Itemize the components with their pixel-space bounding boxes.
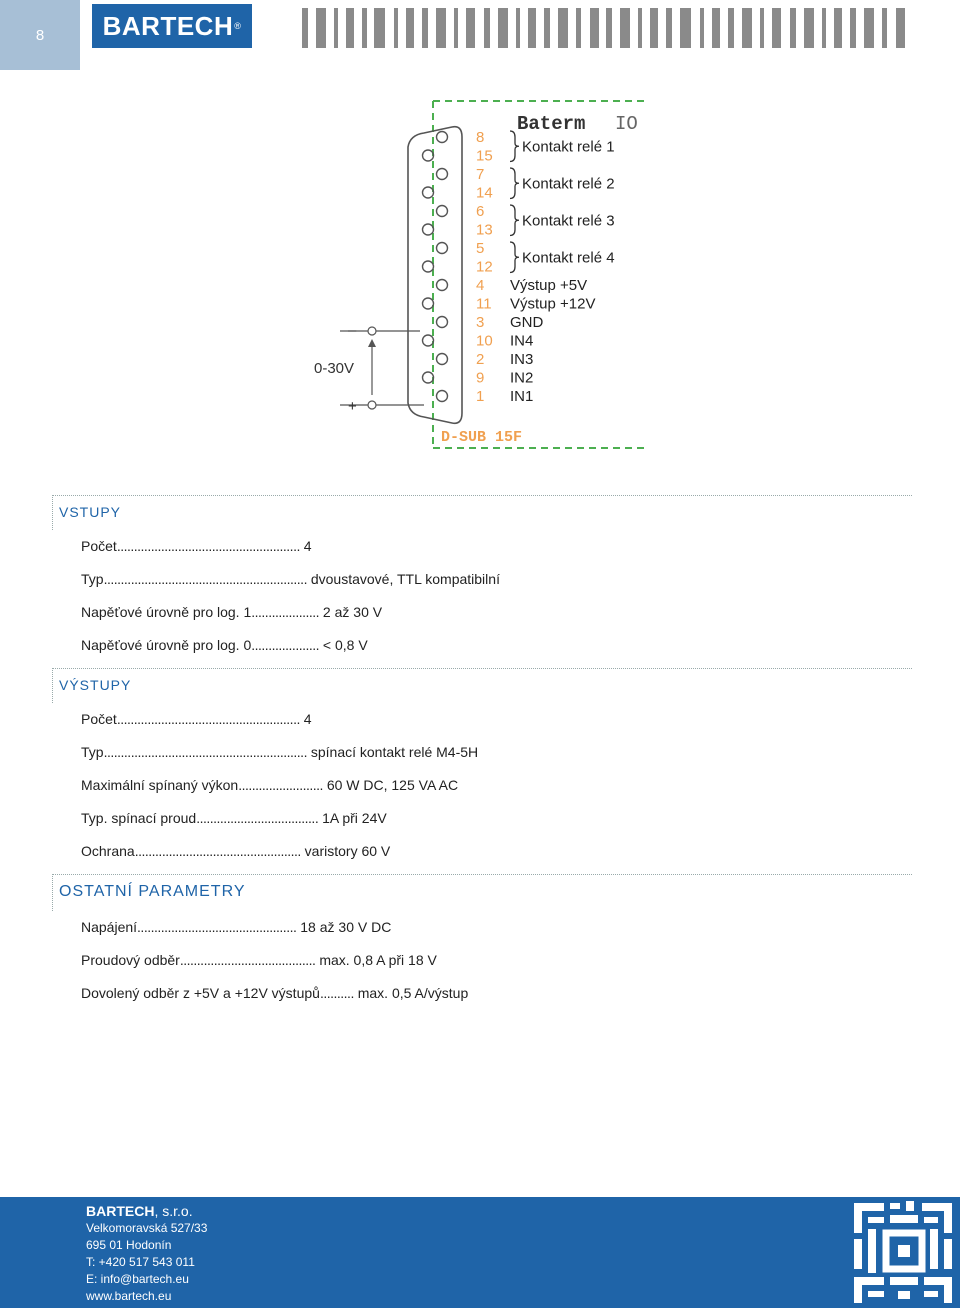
spec-label: Typ <box>81 571 104 587</box>
relay-brace <box>510 205 519 236</box>
spec-row <box>52 802 912 835</box>
supply-label: 0-30V <box>314 360 355 377</box>
footer-contact <box>86 1203 207 1305</box>
section-vystupy <box>52 668 912 868</box>
section-ostatni <box>52 874 912 1010</box>
spec-label: Počet <box>81 711 117 727</box>
spec-label: Typ <box>81 744 104 760</box>
section-vstupy <box>52 495 912 662</box>
signal-label: Výstup +5V <box>510 277 588 294</box>
spec-dots: .................... <box>251 637 320 653</box>
footer-website[interactable]: www.bartech.eu <box>86 1289 172 1303</box>
bartech-logo <box>92 4 252 48</box>
spec-row <box>52 944 912 977</box>
pin-socket <box>437 280 448 291</box>
spec-label: Ochrana <box>81 843 135 859</box>
pin-socket <box>423 372 434 383</box>
footer <box>0 1197 960 1308</box>
spec-row <box>52 629 912 662</box>
pin-socket <box>423 261 434 272</box>
relay-brace <box>510 168 519 199</box>
barcode-decoration <box>300 4 920 50</box>
relay-label: Kontakt relé 3 <box>522 212 615 230</box>
spec-value: 1A při 24V <box>318 810 387 826</box>
pin-socket <box>437 243 448 254</box>
spec-value: 18 až 30 V DC <box>296 919 392 935</box>
spec-row <box>52 911 912 944</box>
pin-number: 14 <box>476 184 493 202</box>
relay-brace <box>510 131 519 162</box>
spec-dots: ...................................................... <box>116 711 300 727</box>
spec-value: spínací kontakt relé M4-5H <box>306 744 479 760</box>
spec-label: Typ. spínací proud <box>81 810 197 826</box>
signal-label: IN2 <box>510 369 534 387</box>
signal-label: IN1 <box>510 388 534 405</box>
spec-dots: .......... <box>319 985 354 1001</box>
pin-socket <box>423 298 434 309</box>
footer-email[interactable]: E: info@bartech.eu <box>86 1272 189 1286</box>
pin-socket <box>437 391 448 402</box>
pin-socket <box>423 187 434 198</box>
pin-socket <box>423 224 434 235</box>
pin-socket <box>437 132 448 143</box>
section-title-vstupy: VSTUPY <box>52 495 912 530</box>
registered-mark: ® <box>234 21 242 31</box>
pin-socket <box>423 335 434 346</box>
spec-value: < 0,8 V <box>319 637 368 653</box>
device-name: Baterm <box>517 113 586 135</box>
pin-number: 8 <box>476 129 485 146</box>
logo-text: BARTECH <box>102 10 234 41</box>
spec-dots: ...................................................... <box>116 538 300 554</box>
pin-number: 12 <box>476 258 493 276</box>
spec-label: Napěťové úrovně pro log. 0 <box>81 637 252 653</box>
pin-socket <box>437 206 448 217</box>
pin-socket <box>437 354 448 365</box>
spec-value: varistory 60 V <box>300 843 391 859</box>
spec-label: Dovolený odběr z +5V a +12V výstupů <box>81 985 320 1001</box>
spec-value: dvoustavové, TTL kompatibilní <box>306 571 500 587</box>
spec-row <box>52 977 912 1010</box>
signal-label: Výstup +12V <box>510 295 596 313</box>
spec-dots: ......................... <box>238 777 323 793</box>
footer-address-city: 695 01 Hodonín <box>86 1238 172 1252</box>
pin-number: 9 <box>476 369 485 387</box>
section-title-ostatni: OSTATNÍ PARAMETRY <box>52 874 912 911</box>
pin-number: 6 <box>476 203 485 220</box>
spec-row <box>52 530 912 563</box>
minus-label: – <box>348 322 357 339</box>
relay-brace <box>510 242 519 273</box>
pin-number: 7 <box>476 166 485 183</box>
spec-label: Počet <box>81 538 117 554</box>
relay-label: Kontakt relé 4 <box>522 249 615 267</box>
page-number: 8 <box>0 0 80 70</box>
relay-label: Kontakt relé 2 <box>522 175 615 193</box>
spec-dots: .................... <box>251 604 320 620</box>
spec-dots: ........................................ <box>179 952 316 968</box>
spec-value: 4 <box>299 538 312 554</box>
pin-number: 4 <box>476 277 485 294</box>
pin-number: 11 <box>476 295 492 313</box>
spec-label: Proudový odběr <box>81 952 180 968</box>
footer-address-street: Velkomoravská 527/33 <box>86 1221 208 1235</box>
qr-code-icon <box>850 1199 958 1305</box>
signal-label: IN4 <box>510 332 534 350</box>
relay-label: Kontakt relé 1 <box>522 138 615 156</box>
footer-phone: T: +420 517 543 011 <box>86 1255 195 1269</box>
pin-number: 15 <box>476 147 493 165</box>
spec-dots: ............................................................ <box>103 744 307 760</box>
spec-value: 60 W DC, 125 VA AC <box>322 777 459 793</box>
spec-row <box>52 736 912 769</box>
spec-label: Napěťové úrovně pro log. 1 <box>81 604 252 620</box>
pin-number: 3 <box>476 314 485 331</box>
pin-number: 1 <box>476 388 485 405</box>
spec-row <box>52 563 912 596</box>
spec-sections <box>52 495 912 1016</box>
pin-socket <box>437 317 448 328</box>
spec-row <box>52 835 912 868</box>
wiring-diagram <box>300 95 660 460</box>
pin-number: 2 <box>476 351 485 368</box>
section-title-vystupy: VÝSTUPY <box>52 668 912 703</box>
spec-value: max. 0,5 A/výstup <box>353 985 469 1001</box>
pin-number: 10 <box>476 332 493 350</box>
plus-label: + <box>348 398 357 415</box>
pin-number: 5 <box>476 240 485 257</box>
signal-label: GND <box>510 314 544 331</box>
pin-socket <box>423 150 434 161</box>
spec-label: Napájení <box>81 919 138 935</box>
spec-row <box>52 703 912 736</box>
spec-dots: ................................................. <box>134 843 301 859</box>
spec-value: 4 <box>299 711 312 727</box>
signal-label: IN3 <box>510 351 534 368</box>
spec-dots: .................................... <box>196 810 319 826</box>
spec-value: 2 až 30 V <box>319 604 383 620</box>
pin-number: 13 <box>476 221 493 239</box>
pin-socket <box>437 169 448 180</box>
spec-label: Maximální spínaný výkon <box>81 777 239 793</box>
spec-value: max. 0,8 A při 18 V <box>315 952 437 968</box>
connector-label: D-SUB 15F <box>441 429 523 446</box>
spec-dots: ............................................... <box>137 919 297 935</box>
footer-company: BARTECH, s.r.o. <box>86 1203 193 1219</box>
spec-dots: ............................................................ <box>103 571 307 587</box>
spec-row <box>52 769 912 802</box>
device-suffix: IO <box>615 113 638 135</box>
spec-row <box>52 596 912 629</box>
